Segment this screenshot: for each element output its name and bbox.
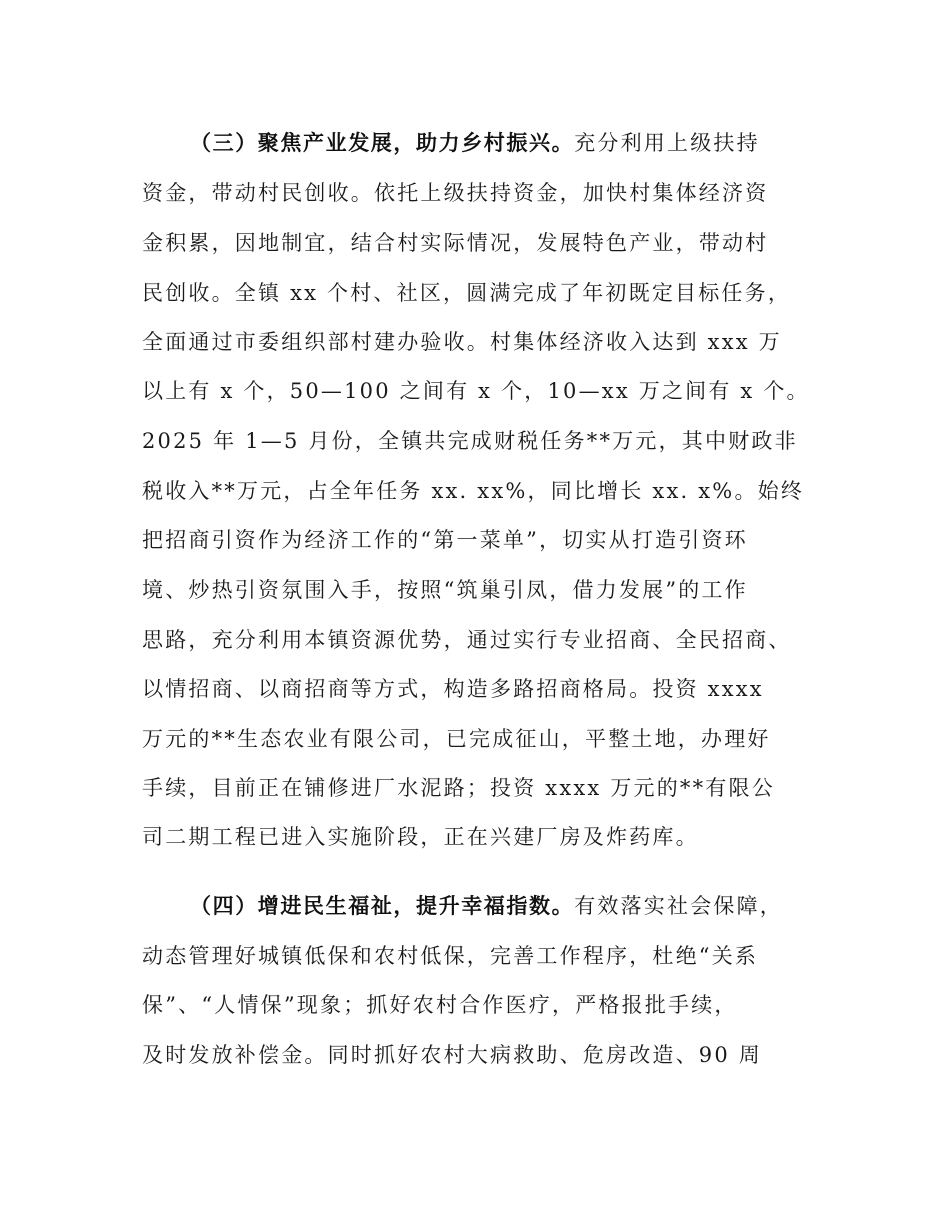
paragraph-line <box>190 893 783 919</box>
paragraph-line: 手续，目前正在铺修进厂水泥路；投资 xxxx 万元的**有限公 <box>142 776 775 800</box>
paragraph-line: 资金，带动村民创收。依托上级扶持资金，加快村集体经济资 <box>142 181 769 205</box>
paragraph-line: 保”、“人情保”现象；抓好农村合作医疗，严格报批手续， <box>142 993 738 1017</box>
paragraph-line: 金积累，因地制宜，结合村实际情况，发展特色产业，带动村 <box>142 231 769 255</box>
paragraph-line: 境、炒热引资氛围入手，按照“筑巢引凤，借力发展”的工作 <box>142 578 748 602</box>
paragraph-line: 及时发放补偿金。同时抓好农村大病救助、危房改造、90 周 <box>142 1043 762 1067</box>
paragraph-line: 民创收。全镇 xx 个村、社区，圆满完成了年初既定目标任务， <box>142 281 792 305</box>
section-heading: （三）聚焦产业发展，助力乡村振兴。 <box>190 131 575 155</box>
paragraph-text: 充分利用上级扶持 <box>574 131 760 155</box>
paragraph-line: 全面通过市委组织部村建办验收。村集体经济收入达到 xxx 万 <box>142 330 782 354</box>
paragraph-line: 以上有 x 个，50—100 之间有 x 个，10—xx 万之间有 x 个。 <box>142 379 810 403</box>
paragraph-line: 以情招商、以商招商等方式，构造多路招商格局。投资 xxxx <box>142 677 764 701</box>
paragraph-line <box>190 130 760 156</box>
paragraph-line: 2025 年 1—5 月份，全镇共完成财税任务**万元，其中财政非 <box>142 429 798 453</box>
paragraph-line: 税收入**万元，占全年任务 xx. xx%，同比增长 xx. x%。始终 <box>142 479 805 503</box>
paragraph-text: 有效落实社会保障， <box>574 894 784 918</box>
paragraph-line: 动态管理好城镇低保和农村低保，完善工作程序，杜绝“关系 <box>142 944 759 968</box>
paragraph-line: 把招商引资作为经济工作的“第一菜单”，切实从打造引资环 <box>142 528 748 552</box>
paragraph-line: 司二期工程已进入实施阶段，正在兴建厂房及炸药库。 <box>142 825 699 849</box>
section-heading: （四）增进民生福祉，提升幸福指数。 <box>190 894 575 918</box>
paragraph-line: 万元的**生态农业有限公司，已完成征山，平整土地，办理好 <box>142 727 771 751</box>
paragraph-line: 思路，充分利用本镇资源优势，通过实行专业招商、全民招商、 <box>142 628 792 652</box>
